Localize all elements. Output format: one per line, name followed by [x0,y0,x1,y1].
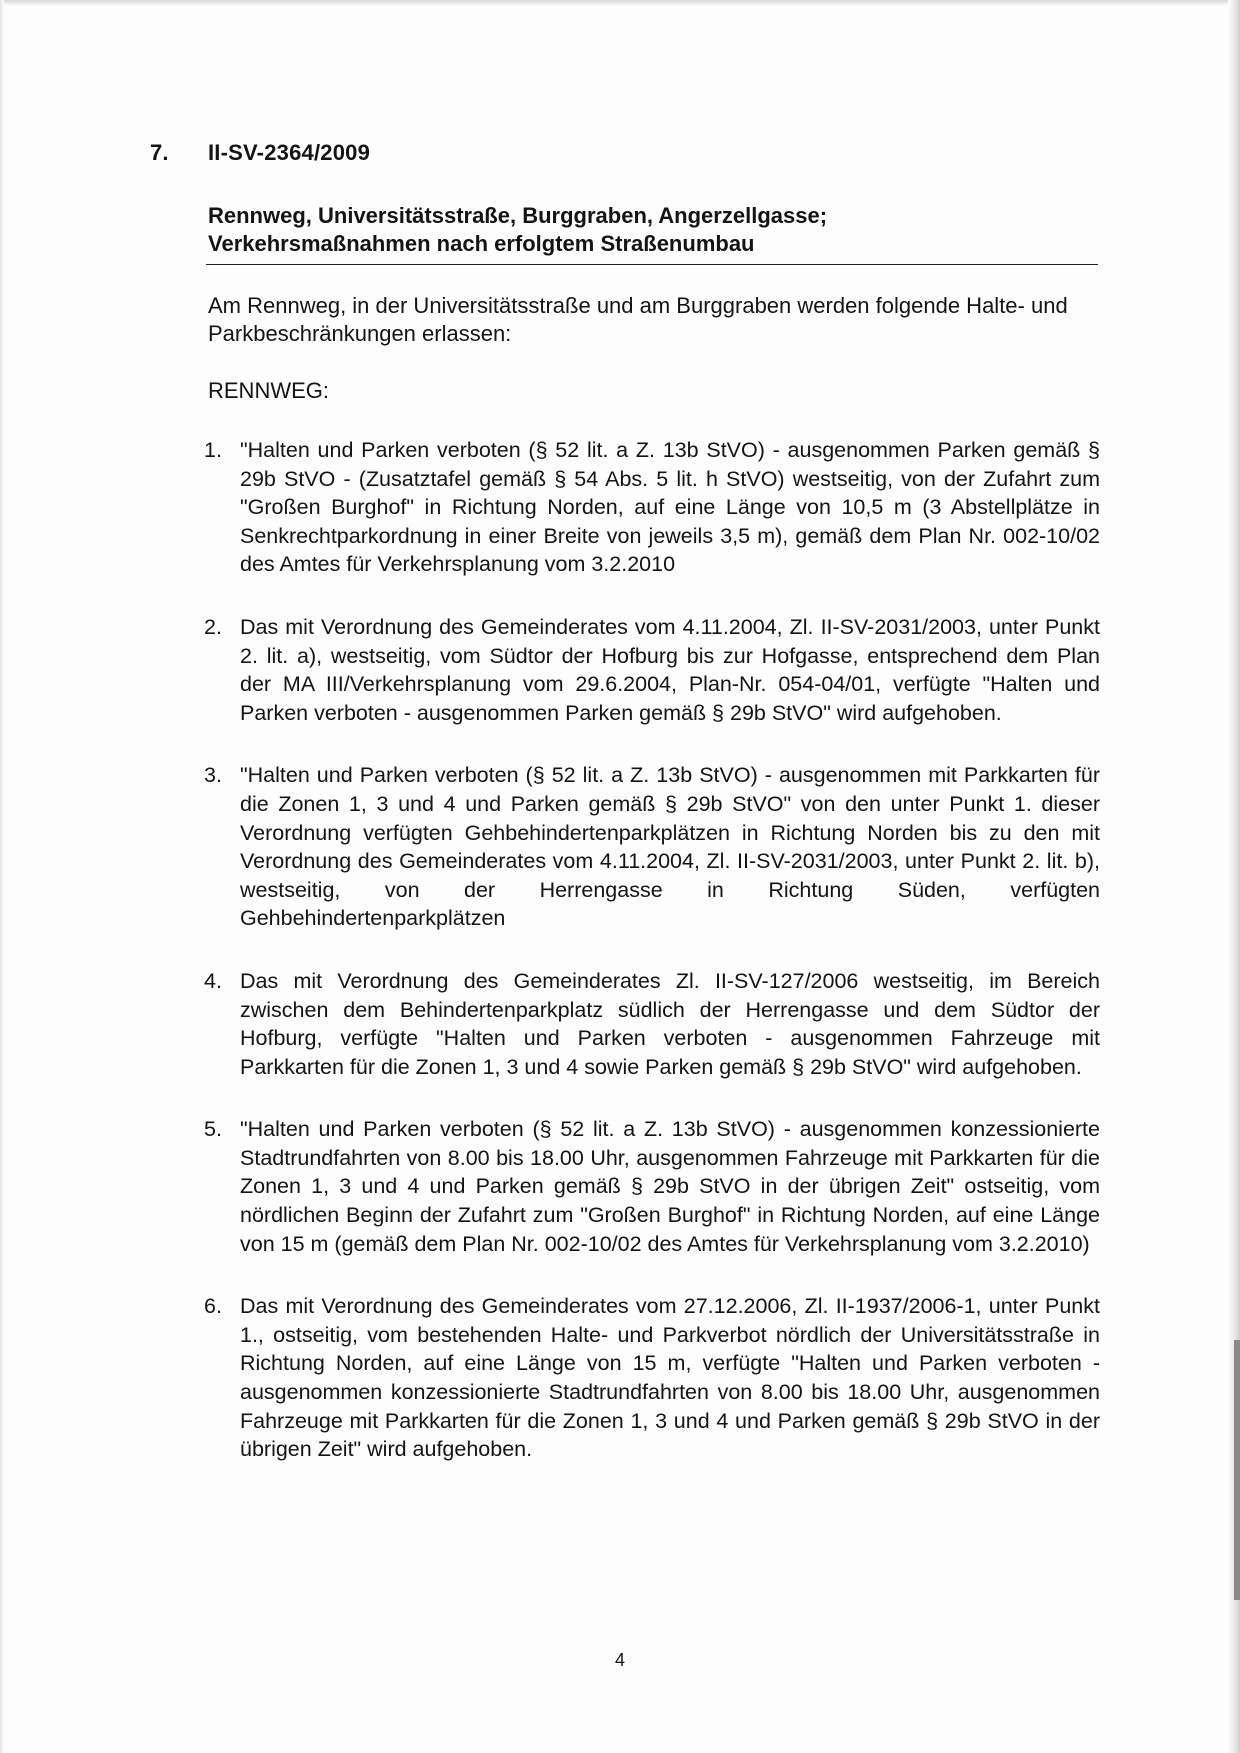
reference-number: II-SV-2364/2009 [208,140,371,165]
subject-line: Rennweg, Universitätsstraße, Burggraben, Angerzellgasse; [208,203,828,228]
list-item [200,1115,1100,1258]
regulation-list [200,436,1100,1498]
page-number: 4 [614,1650,625,1670]
agenda-heading [150,140,370,166]
scan-shadow [1234,1340,1240,1600]
scan-edge-left [0,0,4,1753]
list-item-text: "Halten und Parken verboten (§ 52 lit. a Z. 13b StVO) - ausgenommen mit Parkkarten für die Zonen 1, 3 und 4 und Parken gemäß § 29b StVO" von den unter Punkt 1. dieser Verordnung verfügten Gehbehindertenparkplätzen in Richtung Norden bis zu den mit Verordnung des Gemeinderates vom 4.11.2004, Zl. II-SV-2031/2003, unter Punkt 2. lit. b), westseitig, von der Herrengasse in Richtung Süden, verfügten Gehbehindertenparkplätzen [240,763,1100,931]
list-item [200,436,1100,579]
list-item [200,613,1100,727]
list-item-number: 5. [204,1117,222,1142]
list-item-number: 1. [204,438,222,462]
list-item [200,761,1100,933]
list-item [200,967,1100,1081]
subject-underline [206,264,1098,265]
list-item-text: Das mit Verordnung des Gemeinderates vom 27.12.2006, Zl. II-1937/2006-1, unter Punkt 1., ostseitig, vom bestehenden Halte- und Parkverbot nördlich der Universitätsstraße in Richtung Norden, auf eine Länge von 15 m, verfügte "Halten und Parken verboten - ausgenommen konzessionierte Stadtrundfahrten von 8.00 bis 18.00 Uhr, ausgenommen Fahrzeuge mit Parkkarten für die Zonen 1, 3 und 4 und Parken gemäß § 29b StVO in der übrigen Zeit" wird aufgehoben. [240,1294,1100,1462]
list-item-number: 3. [204,763,222,788]
scan-edge-top [0,0,1240,6]
section-label: RENNWEG: [208,378,329,403]
list-item-number: 2. [204,614,222,639]
list-item-text: Das mit Verordnung des Gemeinderates vom 4.11.2004, Zl. II-SV-2031/2003, unter Punkt 2. lit. a), westseitig, vom Südtor der Hofburg bis zur Hofgasse, entsprechend dem Plan der MA III/Verkehrsplanung vom 29.6.2004, Plan-Nr. 054-04/01, verfügte "Halten und Parken verboten - ausgenommen Parken gemäß § 29b StVO" wird aufgehoben. [240,614,1100,725]
list-item [200,1292,1100,1464]
list-item-number: 6. [204,1294,222,1319]
list-item-text: Das mit Verordnung des Gemeinderates Zl. II-SV-127/2006 westseitig, im Bereich zwischen dem Behindertenparkplatz südlich der Herrengasse und dem Südtor der Hofburg, verfügte "Halten und Parken verboten - ausgenommen Fahrzeuge mit Parkkarten für die Zonen 1, 3 und 4 sowie Parken gemäß § 29b StVO" wird aufgehoben. [240,968,1100,1079]
list-item-text: "Halten und Parken verboten (§ 52 lit. a Z. 13b StVO) - ausgenommen konzessionierte Stadtrundfahrten von 8.00 bis 18.00 Uhr, ausgenommen Fahrzeuge mit Parkkarten für die Zonen 1, 3 und 4 und Parken gemäß § 29b StVO in der übrigen Zeit" ostseitig, vom nördlichen Beginn der Zufahrt zum "Großen Burghof" in Richtung Norden, auf eine Länge von 15 m (gemäß dem Plan Nr. 002-10/02 des Amtes für Verkehrsplanung vom 3.2.2010) [240,1117,1100,1256]
list-item-text: "Halten und Parken verboten (§ 52 lit. a Z. 13b StVO) - ausgenommen Parken gemäß § 29b StVO - (Zusatztafel gemäß § 54 Abs. 5 lit. h StVO) westseitig, von der Zufahrt zum "Großen Burghof" in Richtung Norden, auf eine Länge von 10,5 m (3 Abstellplätze in Senkrechtparkordnung in einer Breite von jeweils 3,5 m), gemäß dem Plan Nr. 002-10/02 des Amtes für Verkehrsplanung vom 3.2.2010 [240,438,1100,577]
list-item-number: 4. [204,968,222,993]
intro-paragraph: Am Rennweg, in der Universitätsstraße und am Burggraben werden folgende Halte- und Parkbeschränkungen erlassen: [208,293,1068,346]
subject-line: Verkehrsmaßnahmen nach erfolgtem Straßenumbau [208,231,755,256]
subject-heading [208,202,1098,258]
agenda-item-number: 7. [150,140,169,165]
